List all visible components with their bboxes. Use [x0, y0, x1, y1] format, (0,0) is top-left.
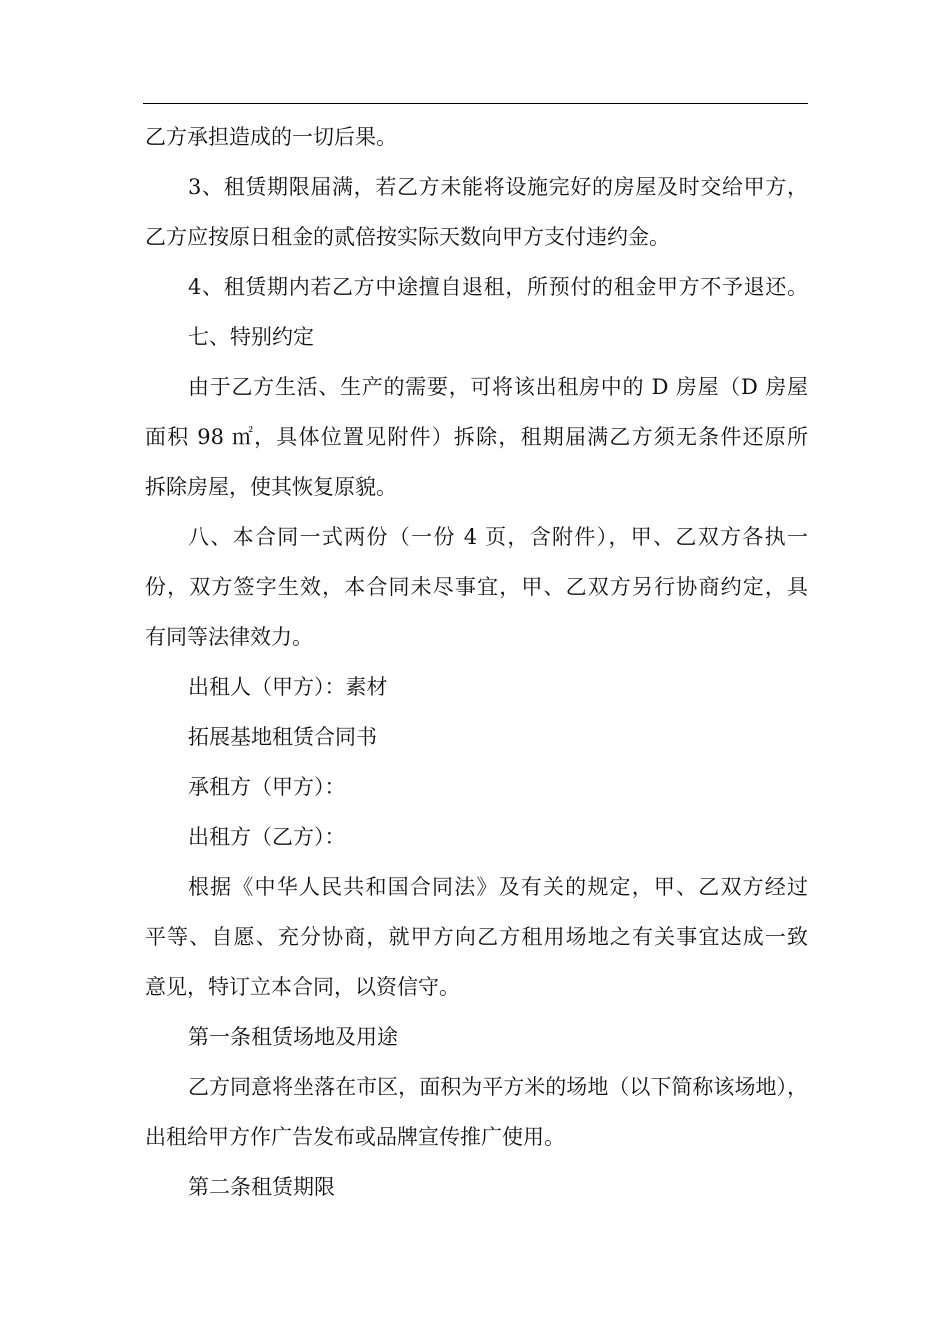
paragraph-line: 面积 98 ㎡，具体位置见附件）拆除，租期届满乙方须无条件还原所: [145, 425, 808, 449]
lessor-signature-line: 出租人（甲方）：素材: [188, 675, 388, 699]
paragraph-line: 乙方承担造成的一切后果。: [145, 125, 397, 149]
header-rule: [143, 103, 808, 104]
paragraph-line: 乙方同意将坐落在市区，面积为平方米的场地（以下简称该场地），: [188, 1075, 808, 1099]
document-title: 拓展基地租赁合同书: [188, 725, 377, 749]
paragraph-line: 出租给甲方作广告发布或品牌宣传推广使用。: [145, 1125, 565, 1149]
clause-4-line: 4、租赁期内若乙方中途擅自退租，所预付的租金甲方不予退还。: [188, 275, 808, 299]
paragraph-line: 平等、自愿、充分协商，就甲方向乙方租用场地之有关事宜达成一致: [145, 925, 808, 949]
paragraph-line: 意见，特订立本合同，以资信守。: [145, 975, 460, 999]
paragraph-line: 拆除房屋，使其恢复原貌。: [145, 475, 397, 499]
lessee-party-line: 承租方（甲方）：: [188, 775, 346, 799]
article-1-heading: 第一条租赁场地及用途: [188, 1025, 398, 1049]
section-heading-7: 七、特别约定: [188, 325, 314, 349]
article-2-heading: 第二条租赁期限: [188, 1175, 335, 1199]
paragraph-line: 有同等法律效力。: [145, 625, 313, 649]
paragraph-line: 乙方应按原日租金的贰倍按实际天数向甲方支付违约金。: [145, 225, 670, 249]
section-heading-8: 八、本合同一式两份（一份 4 页，含附件），甲、乙双方各执一: [188, 525, 808, 549]
paragraph-line: 根据《中华人民共和国合同法》及有关的规定，甲、乙双方经过: [188, 875, 808, 899]
document-body: [145, 112, 808, 1212]
paragraph-line: 份，双方签字生效，本合同未尽事宜，甲、乙双方另行协商约定，具: [145, 575, 808, 599]
lessor-party-line: 出租方（乙方）：: [188, 825, 346, 849]
clause-3-line: 3、租赁期限届满，若乙方未能将设施完好的房屋及时交给甲方，: [188, 175, 808, 199]
paragraph-line: 由于乙方生活、生产的需要，可将该出租房中的 D 房屋（D 房屋: [188, 375, 808, 399]
